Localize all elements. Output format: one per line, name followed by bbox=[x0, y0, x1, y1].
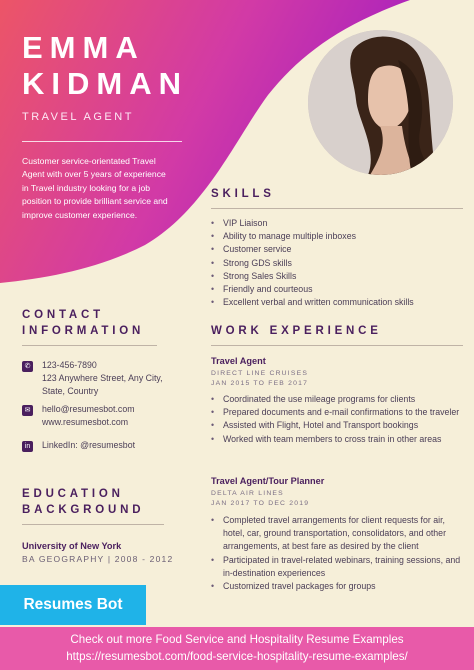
email-icon: ✉ bbox=[22, 405, 33, 416]
contact-heading-line2: INFORMATION bbox=[22, 325, 145, 337]
job2-bullet: • Participated in travel-related webinars, training sessions, and in-destination experiences bbox=[211, 554, 461, 580]
brand-logo[interactable]: Resumes Bot bbox=[0, 585, 146, 625]
job1-bullets bbox=[211, 393, 466, 446]
job1-company: DIRECT LINE CRUISES bbox=[211, 370, 309, 377]
job1-bullet: • Worked with team members to cross train in other areas bbox=[211, 433, 466, 446]
skill-item: • Ability to manage multiple inboxes bbox=[211, 230, 466, 243]
address-line2: State, Country bbox=[42, 386, 99, 396]
candidate-name bbox=[22, 30, 188, 102]
skill-item: • Strong Sales Skills bbox=[211, 270, 466, 283]
job2-company: DELTA AIR LINES bbox=[211, 490, 284, 497]
linkedin-icon: in bbox=[22, 441, 33, 452]
contact-heading-line1: CONTACT bbox=[22, 309, 104, 321]
footer-link[interactable]: https://resumesbot.com/food-service-hospitality-resume-examples/ bbox=[66, 650, 408, 663]
divider bbox=[22, 141, 182, 142]
contact-email-block bbox=[22, 403, 135, 429]
contact-phone-block bbox=[22, 359, 163, 398]
skill-item: • Customer service bbox=[211, 243, 466, 256]
job2-dates: JAN 2017 TO DEC 2019 bbox=[211, 500, 310, 507]
phone-icon: ✆ bbox=[22, 361, 33, 372]
first-name: EMMA bbox=[22, 30, 145, 65]
website-link[interactable]: www.resumesbot.com bbox=[42, 417, 129, 427]
job2-bullet: • Customized travel packages for groups bbox=[211, 580, 461, 593]
education-heading-line2: BACKGROUND bbox=[22, 504, 145, 516]
education-heading bbox=[22, 486, 144, 518]
contact-linkedin-block bbox=[22, 439, 135, 452]
skills-heading: SKILLS bbox=[211, 188, 275, 200]
job1-bullet: • Coordinated the use mileage programs for clients bbox=[211, 393, 466, 406]
job1-dates: JAN 2015 TO FEB 2017 bbox=[211, 380, 309, 387]
job2-title: Travel Agent/Tour Planner bbox=[211, 476, 325, 486]
job2-bullets bbox=[211, 514, 461, 593]
degree: BA GEOGRAPHY | 2008 - 2012 bbox=[22, 554, 174, 564]
experience-divider bbox=[211, 345, 463, 346]
footer-banner[interactable] bbox=[0, 627, 474, 670]
skill-item: • VIP Liaison bbox=[211, 217, 466, 230]
school-name: University of New York bbox=[22, 541, 122, 551]
education-divider bbox=[22, 524, 164, 525]
job1-title: Travel Agent bbox=[211, 356, 266, 366]
skill-item: • Strong GDS skills bbox=[211, 257, 466, 270]
job2-bullet: • Completed travel arrangements for client requests for air, hotel, car, ground transportation, consolidators, and other arrangements, at best fare as desired by the client bbox=[211, 514, 461, 554]
contact-divider bbox=[22, 345, 157, 346]
experience-heading: WORK EXPERIENCE bbox=[211, 325, 382, 337]
contact-heading bbox=[22, 307, 144, 339]
last-name: KIDMAN bbox=[22, 66, 188, 101]
skill-item: • Friendly and courteous bbox=[211, 283, 466, 296]
skill-item: • Excellent verbal and written communication skills bbox=[211, 296, 466, 309]
phone-number: 123-456-7890 bbox=[42, 360, 97, 370]
address-line1: 123 Anywhere Street, Any City, bbox=[42, 373, 163, 383]
skills-list bbox=[211, 217, 466, 309]
job-title: TRAVEL AGENT bbox=[22, 111, 134, 123]
skills-divider bbox=[211, 208, 463, 209]
job1-bullet: • Prepared documents and e-mail confirmations to the traveler bbox=[211, 406, 466, 419]
profile-summary: Customer service-orientated Travel Agent with over 5 years of experience in Travel industry looking for a job position to provide brilliant service and improve customer experience. bbox=[22, 156, 168, 220]
email-address[interactable]: hello@resumesbot.com bbox=[42, 404, 135, 414]
footer-text: Check out more Food Service and Hospitality Resume Examples bbox=[70, 633, 404, 646]
profile-photo bbox=[308, 30, 453, 175]
education-heading-line1: EDUCATION bbox=[22, 488, 124, 500]
linkedin-handle[interactable]: LinkedIn: @resumesbot bbox=[42, 440, 136, 450]
job1-bullet: • Assisted with Flight, Hotel and Transport bookings bbox=[211, 419, 466, 432]
